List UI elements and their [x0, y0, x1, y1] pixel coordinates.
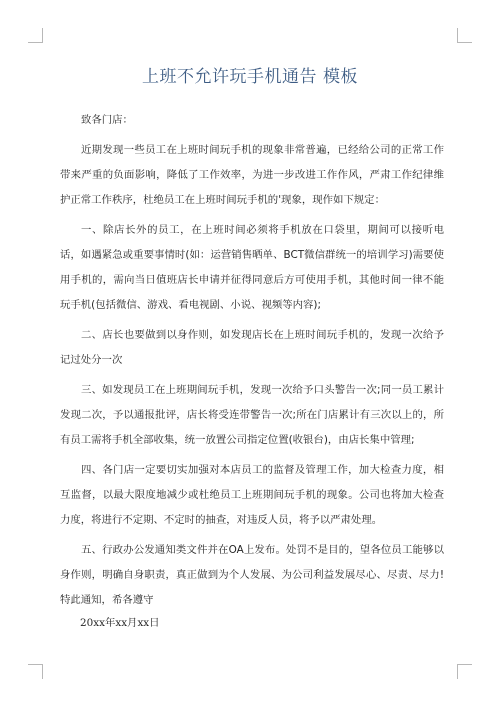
document-body [60, 108, 444, 618]
document-title: 上班不允许玩手机通告 模板 [142, 67, 358, 87]
paragraph-rule-4: 四、各门店一定要切实加强对本店员工的监督及管理工作，加大检查力度，相互监督，以最大限度地减少或杜绝员工上班期间玩手机的现象。公司也将加大检查力度，将进行不定期、不定时的抽查，对违反人员，将予以严肃处理。 [60, 464, 444, 526]
crop-mark-bottom-left [28, 664, 43, 679]
paragraph-rule-1: 一、除店长外的员工，在上班时间必须将手机放在口袋里，期间可以接听电话，如遇紧急或重要事情时(如：运营销售晒单、BCT微信群统一的培训学习)需要使用手机的，需向当日值班店长申请并征得同意后方可使用手机，其他时间一律不能玩手机(包括微信、游戏、看电视剧、小说、视频等内容); [60, 224, 444, 311]
crop-mark-top-right [457, 28, 472, 43]
paragraph-rule-5: 五、行政办公发通知类文件并在OA上发布。处罚不是目的，望各位员工能够以身作则，明确自身职责，真正做到为个人发展、为公司利益发展尽心、尽责、尽力!特此通知，希各遵守 [60, 544, 444, 606]
greeting: 致各门店： [81, 114, 133, 126]
paragraph-rule-2: 二、店长也要做到以身作则，如发现店长在上班时间玩手机的，发现一次给予记过处分一次 [60, 329, 444, 366]
document-date: 20xx年xx月xx日 [80, 617, 160, 629]
paragraph-rule-3: 三、如发现员工在上班期间玩手机，发现一次给予口头警告一次;同一员工累计发现二次，予以通报批评，店长将受连带警告一次;所在门店累计有三次以上的，所有员工需将手机全部收集，统一放置公司指定位置(收银台)，由店长集中管理; [60, 384, 444, 446]
crop-mark-top-left [28, 28, 43, 43]
crop-mark-bottom-right [457, 664, 472, 679]
paragraph-intro: 近期发现一些员工在上班时间玩手机的现象非常普遍，已经给公司的正常工作带来严重的负面影响，降低了工作效率，为进一步改进工作作风，严肃工作纪律维护正常工作秩序，杜绝员工在上班时间玩手机的'现象，现作如下规定： [60, 144, 444, 206]
